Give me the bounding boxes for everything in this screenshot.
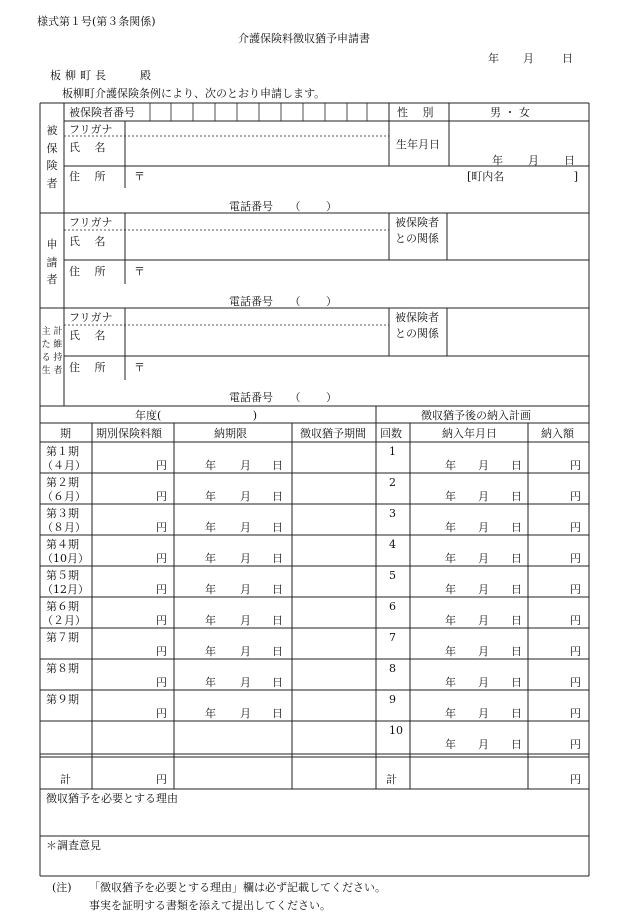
pay-yen: 円 bbox=[570, 645, 581, 658]
period-label: 第３期 bbox=[46, 507, 79, 520]
amount-yen: 円 bbox=[156, 552, 167, 565]
due-month: 月 bbox=[240, 583, 251, 596]
pay-day: 日 bbox=[511, 738, 522, 751]
due-year: 年 bbox=[205, 583, 216, 596]
pay-day: 日 bbox=[511, 707, 522, 720]
pay-month: 月 bbox=[478, 614, 489, 627]
col-amount-header: 期別保険料額 bbox=[96, 427, 162, 440]
applicant-furigana-label: フリガナ bbox=[69, 216, 113, 229]
date-year-label: 年 bbox=[488, 52, 499, 65]
birth-day-label: 日 bbox=[564, 154, 575, 167]
applicant-name-label: 氏 名 bbox=[69, 235, 106, 248]
count-number: 3 bbox=[389, 507, 396, 520]
period-month: （６月） bbox=[42, 490, 86, 503]
town-name-label: [町内名 ] bbox=[467, 170, 579, 183]
applicant-address-label: 住 所 bbox=[69, 265, 106, 278]
total-count-label: 計 bbox=[386, 773, 397, 786]
due-month: 月 bbox=[240, 459, 251, 472]
pay-day: 日 bbox=[511, 552, 522, 565]
due-month: 月 bbox=[240, 707, 251, 720]
due-year: 年 bbox=[205, 707, 216, 720]
pay-year: 年 bbox=[445, 583, 456, 596]
due-day: 日 bbox=[272, 552, 283, 565]
amount-yen: 円 bbox=[156, 583, 167, 596]
insured-name-label: 氏 名 bbox=[69, 141, 106, 154]
householder-name-label: 氏 名 bbox=[69, 329, 106, 342]
due-month: 月 bbox=[240, 645, 251, 658]
due-year: 年 bbox=[205, 676, 216, 689]
period-month: （４月） bbox=[42, 459, 86, 472]
count-number: 5 bbox=[389, 569, 396, 582]
period-month: （10月） bbox=[42, 552, 89, 565]
amount-yen: 円 bbox=[156, 707, 167, 720]
due-year: 年 bbox=[205, 521, 216, 534]
insured-furigana-label: フリガナ bbox=[69, 123, 113, 136]
due-day: 日 bbox=[272, 459, 283, 472]
count-number: 2 bbox=[389, 476, 396, 489]
count-number: 10 bbox=[389, 724, 403, 737]
reason-label: 徴収猶予を必要とする理由 bbox=[46, 792, 178, 805]
gender-value[interactable]: 男 ・ 女 bbox=[490, 106, 530, 119]
birth-year-label: 年 bbox=[492, 154, 503, 167]
due-month: 月 bbox=[240, 521, 251, 534]
note-line-1: 「徴収猶予を必要とする理由」欄は必ず記載してください。 bbox=[89, 881, 386, 894]
insured-number-label: 被保険者番号 bbox=[69, 106, 135, 119]
pay-month: 月 bbox=[478, 521, 489, 534]
pay-month: 月 bbox=[478, 459, 489, 472]
col-due-header: 納期限 bbox=[214, 427, 247, 440]
amount-yen: 円 bbox=[156, 614, 167, 627]
addressee-name: 板柳町長 bbox=[50, 69, 110, 82]
fiscal-year-label: 年度( ) bbox=[135, 409, 258, 422]
insured-phone-label: 電話番号 （ ） bbox=[229, 200, 337, 213]
col-period-header: 期 bbox=[60, 427, 71, 440]
count-number: 1 bbox=[389, 445, 396, 458]
reason-field[interactable] bbox=[41, 808, 588, 835]
period-label: 第８期 bbox=[46, 662, 79, 675]
birth-date-label: 生年月日 bbox=[396, 138, 440, 151]
due-day: 日 bbox=[272, 583, 283, 596]
due-month: 月 bbox=[240, 490, 251, 503]
due-year: 年 bbox=[205, 645, 216, 658]
amount-yen: 円 bbox=[156, 521, 167, 534]
due-day: 日 bbox=[272, 645, 283, 658]
pay-yen: 円 bbox=[570, 707, 581, 720]
total-pay-yen: 円 bbox=[570, 773, 581, 786]
pay-month: 月 bbox=[478, 490, 489, 503]
pay-yen: 円 bbox=[570, 583, 581, 596]
pay-month: 月 bbox=[478, 552, 489, 565]
pay-month: 月 bbox=[478, 645, 489, 658]
pay-day: 日 bbox=[511, 490, 522, 503]
householder-postal-mark: 〒 bbox=[134, 361, 145, 374]
householder-relation-label-1: 被保険者 bbox=[395, 311, 439, 324]
period-label: 第６期 bbox=[46, 600, 79, 613]
document-title: 介護保険料徴収猶予申請書 bbox=[238, 32, 370, 45]
opinion-field[interactable] bbox=[41, 855, 588, 875]
due-day: 日 bbox=[272, 490, 283, 503]
pay-day: 日 bbox=[511, 459, 522, 472]
pay-year: 年 bbox=[445, 676, 456, 689]
col-pay-date-header: 納入年月日 bbox=[442, 427, 497, 440]
due-day: 日 bbox=[272, 614, 283, 627]
insured-section-label: 被 保 険 者 bbox=[46, 124, 58, 190]
applicant-postal-mark: 〒 bbox=[134, 265, 145, 278]
householder-relation-label-2: との関係 bbox=[395, 327, 439, 340]
pay-year: 年 bbox=[445, 707, 456, 720]
opinion-label: ＊調査意見 bbox=[46, 839, 101, 852]
applicant-phone-label: 電話番号 （ ） bbox=[229, 295, 337, 308]
period-label: 第４期 bbox=[46, 538, 79, 551]
total-yen: 円 bbox=[156, 773, 167, 786]
count-number: 6 bbox=[389, 600, 396, 613]
pay-year: 年 bbox=[445, 490, 456, 503]
period-month: （８月） bbox=[42, 521, 86, 534]
pay-day: 日 bbox=[511, 614, 522, 627]
amount-yen: 円 bbox=[156, 490, 167, 503]
amount-yen: 円 bbox=[156, 676, 167, 689]
insured-address-label: 住 所 bbox=[69, 170, 106, 183]
pay-day: 日 bbox=[511, 583, 522, 596]
applicant-relation-label-2: との関係 bbox=[395, 232, 439, 245]
due-year: 年 bbox=[205, 614, 216, 627]
applicant-section-label: 申 請 者 bbox=[46, 238, 58, 287]
pay-yen: 円 bbox=[570, 614, 581, 627]
due-month: 月 bbox=[240, 614, 251, 627]
col-pay-amount-header: 納入額 bbox=[541, 427, 574, 440]
pay-year: 年 bbox=[445, 645, 456, 658]
due-day: 日 bbox=[272, 676, 283, 689]
pay-yen: 円 bbox=[570, 521, 581, 534]
amount-yen: 円 bbox=[156, 459, 167, 472]
date-day-label: 日 bbox=[562, 52, 573, 65]
count-number: 9 bbox=[389, 693, 396, 706]
pay-yen: 円 bbox=[570, 459, 581, 472]
pay-year: 年 bbox=[445, 552, 456, 565]
due-year: 年 bbox=[205, 552, 216, 565]
householder-furigana-label: フリガナ bbox=[69, 311, 113, 324]
count-number: 7 bbox=[389, 631, 396, 644]
period-month: （12月） bbox=[42, 583, 89, 596]
due-day: 日 bbox=[272, 707, 283, 720]
period-label: 第２期 bbox=[46, 476, 79, 489]
gender-label: 性 別 bbox=[397, 106, 434, 119]
period-label: 第１期 bbox=[46, 445, 79, 458]
due-year: 年 bbox=[205, 490, 216, 503]
pay-day: 日 bbox=[511, 521, 522, 534]
householder-phone-label: 電話番号 （ ） bbox=[229, 391, 337, 404]
pay-month: 月 bbox=[478, 676, 489, 689]
intro-text: 板柳町介護保険条例により、次のとおり申請します。 bbox=[62, 87, 326, 100]
due-month: 月 bbox=[240, 676, 251, 689]
period-label: 第７期 bbox=[46, 631, 79, 644]
addressee-honorific: 殿 bbox=[140, 69, 151, 82]
pay-day: 日 bbox=[511, 676, 522, 689]
period-label: 第９期 bbox=[46, 693, 79, 706]
pay-year: 年 bbox=[445, 521, 456, 534]
pay-year: 年 bbox=[445, 459, 456, 472]
pay-year: 年 bbox=[445, 738, 456, 751]
pay-month: 月 bbox=[478, 583, 489, 596]
pay-yen: 円 bbox=[570, 676, 581, 689]
total-label: 計 bbox=[60, 773, 71, 786]
count-number: 8 bbox=[389, 662, 396, 675]
pay-yen: 円 bbox=[570, 738, 581, 751]
due-month: 月 bbox=[240, 552, 251, 565]
birth-month-label: 月 bbox=[528, 154, 539, 167]
due-day: 日 bbox=[272, 521, 283, 534]
amount-yen: 円 bbox=[156, 645, 167, 658]
payment-plan-label: 徴収猶予後の納入計画 bbox=[421, 409, 531, 422]
period-label: 第５期 bbox=[46, 569, 79, 582]
insured-postal-mark: 〒 bbox=[134, 170, 145, 183]
period-month: （２月） bbox=[42, 614, 86, 627]
form-number: 様式第１号(第３条関係) bbox=[37, 15, 156, 28]
pay-yen: 円 bbox=[570, 552, 581, 565]
householder-address-label: 住 所 bbox=[69, 361, 106, 374]
col-count-header: 回数 bbox=[380, 427, 402, 440]
pay-yen: 円 bbox=[570, 490, 581, 503]
count-number: 4 bbox=[389, 538, 396, 551]
applicant-relation-label-1: 被保険者 bbox=[395, 216, 439, 229]
pay-month: 月 bbox=[478, 738, 489, 751]
note-prefix: (注) bbox=[52, 881, 72, 894]
pay-month: 月 bbox=[478, 707, 489, 720]
date-month-label: 月 bbox=[523, 52, 534, 65]
due-year: 年 bbox=[205, 459, 216, 472]
householder-section-label: 主 計 た 維 る 持 生 者 bbox=[41, 327, 63, 377]
pay-day: 日 bbox=[511, 645, 522, 658]
note-line-2: 事実を証明する書類を添えて提出してください。 bbox=[89, 899, 331, 912]
pay-year: 年 bbox=[445, 614, 456, 627]
col-deferral-header: 徴収猶予期間 bbox=[300, 427, 366, 440]
